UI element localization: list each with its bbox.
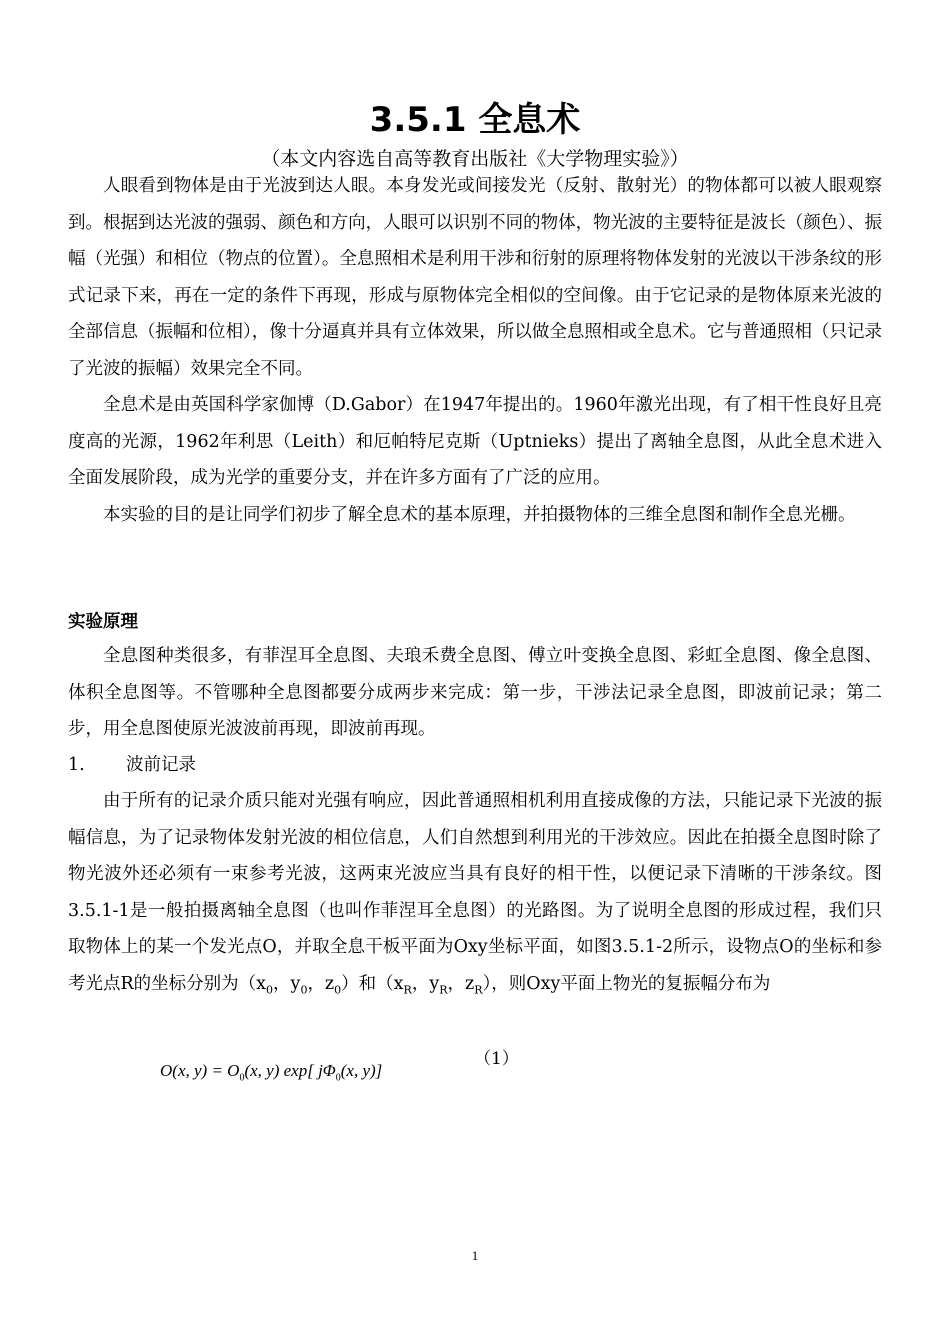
item-number: 1. [68, 755, 85, 775]
formula-1: O(x, $y) = O_0(x$, y) exp[ $j\Phi_0(x$, y)] [160, 1061, 383, 1084]
record-section [68, 783, 882, 1009]
intro-paragraph-2: 全息术是由英国科学家伽博（D.Gabor）在1947年提出的。1960年激光出现，有了相干性良好且亮度高的光源，1962年利思（Leith）和厄帕特尼克斯（Uptnieks）提出了离轴全息图，从此全息术进入全面发展阶段，成为光学的重要分支，并在许多方面有了广泛的应用。 [68, 395, 882, 488]
numbered-item [68, 752, 196, 778]
record-paragraph: 由于所有的记录介质只能对光强有响应，因此普通照相机利用直接成像的方法，只能记录下光波的振幅信息，为了记录物体发射光波的相位信息，人们自然想到利用光的干涉效应。因此在拍摄全息图时除了物光波外还必须有一束参考光波，这两束光波应当具有良好的相干性，以便记录下清晰的干涉条纹。图3.5.1-1是一般拍摄离轴全息图（也叫作菲涅耳全息图）的光路图。为了说明全息图的形成过程，我们只取物体上的某一个发光点O，并取全息干板平面为Oxy坐标平面，如图3.5.1-2所示，设物点O的坐标和参考光点R的坐标分别为（$x_0$，$y_0$，$z_0$）和（$x_R$，$y_R$，$z_R$），则Oxy平面上物光的复振幅分布为 [68, 791, 882, 996]
equation-number: （1） [474, 1049, 519, 1069]
intro-paragraph-3: 本实验的目的是让同学们初步了解全息术的基本原理，并拍摄物体的三维全息图和制作全息光栅。 [103, 504, 856, 525]
page-title: 3.5.1 全息术 [369, 100, 581, 140]
item-label: 波前记录 [126, 755, 196, 775]
intro-paragraph-1: 人眼看到物体是由于光波到达人眼。本身发光或间接发光（反射、散射光）的物体都可以被人眼观察到。根据到达光波的强弱、颜色和方向，人眼可以识别不同的物体，物光波的主要特征是波长（颜色）、振幅（光强）和相位（物点的位置）。全息照相术是利用干涉和衍射的原理将物体发射的光波以干涉条纹的形式记录下来，再在一定的条件下再现，形成与原物体完全相似的空间像。由于它记录的是物体原来光波的全部信息（振幅和位相），像十分逼真并具有立体效果，所以做全息照相或全息术。它与普通照相（只记录了光波的振幅）效果完全不同。 [68, 176, 882, 379]
principle-section [68, 638, 882, 748]
page-number: 1 [471, 1248, 479, 1263]
section-heading: 实验原理 [68, 612, 138, 632]
intro-section [68, 168, 882, 533]
principle-paragraph: 全息图种类很多，有菲涅耳全息图、夫琅禾费全息图、傅立叶变换全息图、彩虹全息图、像全息图、体积全息图等。不管哪种全息图都要分成两步来完成：第一步，干涉法记录全息图，即波前记录；第二步，用全息图使原光波波前再现，即波前再现。 [68, 646, 882, 739]
page-subtitle: （本文内容选自高等教育出版社《大学物理实验》） [261, 148, 689, 170]
